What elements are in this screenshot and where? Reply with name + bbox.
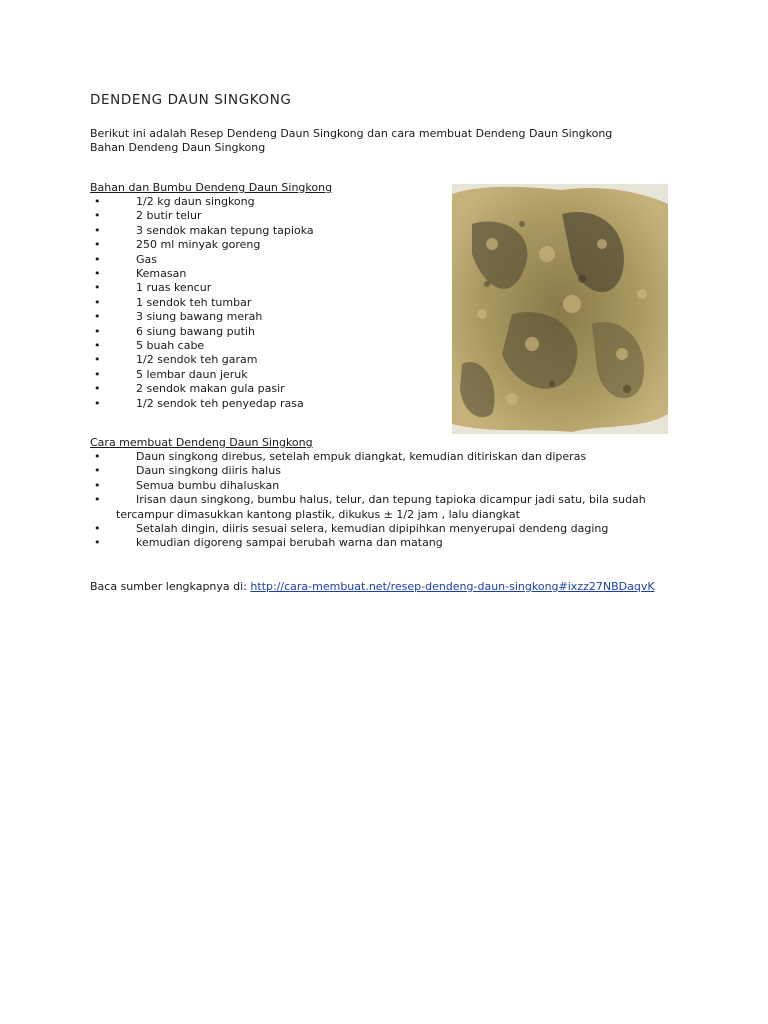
ingredient-text: 1 ruas kencur xyxy=(136,281,212,295)
step-item xyxy=(90,464,670,478)
ingredient-text: 1/2 kg daun singkong xyxy=(136,195,255,208)
step-text-continued: tercampur dimasukkan kantong plastik, dikukus ± 1/2 jam , lalu diangkat xyxy=(116,507,520,521)
bullet-icon: • xyxy=(94,195,101,208)
step-text: Daun singkong direbus, setelah empuk diangkat, kemudian ditiriskan dan diperas xyxy=(136,450,587,463)
intro-text xyxy=(90,127,690,156)
bullet-icon: • xyxy=(94,522,101,536)
bullet-icon: • xyxy=(94,396,101,410)
ingredient-text: Kemasan xyxy=(136,267,187,281)
intro-line-2: Bahan Dendeng Daun Singkong xyxy=(90,141,266,155)
bullet-icon: • xyxy=(94,238,101,252)
bullet-icon: • xyxy=(94,252,101,266)
step-item xyxy=(90,450,670,464)
ingredient-text: 2 butir telur xyxy=(136,209,202,223)
ingredients-heading: Bahan dan Bumbu Dendeng Daun Singkong xyxy=(90,181,333,194)
ingredient-text: 1/2 sendok teh garam xyxy=(136,353,258,367)
ingredient-text: 3 siung bawang merah xyxy=(136,310,263,324)
source-label: Baca sumber lengkapnya di: xyxy=(90,580,251,593)
intro-line-1: Berikut ini adalah Resep Dendeng Daun Singkong dan cara membuat Dendeng Daun Singkong xyxy=(90,127,613,140)
bullet-icon: • xyxy=(94,295,101,309)
bullet-icon: • xyxy=(94,493,101,507)
step-item xyxy=(90,493,670,522)
source-link[interactable]: http://cara-membuat.net/resep-dendeng-daun-singkong#ixzz27NBDaqvK xyxy=(250,580,655,593)
step-item xyxy=(90,479,670,493)
step-item xyxy=(90,536,670,550)
ingredient-text: 1/2 sendok teh penyedap rasa xyxy=(136,396,304,410)
ingredient-text: 2 sendok makan gula pasir xyxy=(136,382,285,396)
ingredient-text: 250 ml minyak goreng xyxy=(136,238,261,252)
step-text: kemudian digoreng sampai berubah warna dan matang xyxy=(136,536,443,550)
ingredient-text: 5 buah cabe xyxy=(136,339,205,353)
bullet-icon: • xyxy=(94,367,101,381)
bullet-icon: • xyxy=(94,281,101,295)
source-line xyxy=(90,580,655,594)
steps-list xyxy=(90,450,670,551)
step-text: Daun singkong diiris halus xyxy=(136,464,281,478)
bullet-icon: • xyxy=(94,450,101,463)
bullet-icon: • xyxy=(94,223,101,237)
ingredient-text: 6 siung bawang putih xyxy=(136,324,255,338)
bullet-icon: • xyxy=(94,464,101,478)
bullet-icon: • xyxy=(94,310,101,324)
step-item xyxy=(90,522,670,536)
bullet-icon: • xyxy=(94,267,101,281)
food-photo xyxy=(452,184,668,434)
bullet-icon: • xyxy=(94,478,101,492)
ingredient-text: 5 lembar daun jeruk xyxy=(136,367,248,381)
bullet-icon: • xyxy=(94,339,101,353)
ingredient-text: 3 sendok makan tepung tapioka xyxy=(136,223,314,237)
step-text: Setalah dingin, diiris sesuai selera, kemudian dipipihkan menyerupai dendeng daging xyxy=(136,522,609,536)
ingredient-text: Gas xyxy=(136,252,157,266)
dendeng-image xyxy=(452,184,668,434)
bullet-icon: • xyxy=(94,353,101,367)
bullet-icon: • xyxy=(94,324,101,338)
ingredient-text: 1 sendok teh tumbar xyxy=(136,295,252,309)
step-text: Semua bumbu dihaluskan xyxy=(136,478,280,492)
step-text: Irisan daun singkong, bumbu halus, telur, dan tepung tapioka dicampur jadi satu, bila sudah xyxy=(136,493,646,507)
bullet-icon: • xyxy=(94,209,101,223)
bullet-icon: • xyxy=(94,382,101,396)
bullet-icon: • xyxy=(94,536,101,550)
steps-heading: Cara membuat Dendeng Daun Singkong xyxy=(90,436,313,449)
page-title: DENDENG DAUN SINGKONG xyxy=(90,92,292,108)
